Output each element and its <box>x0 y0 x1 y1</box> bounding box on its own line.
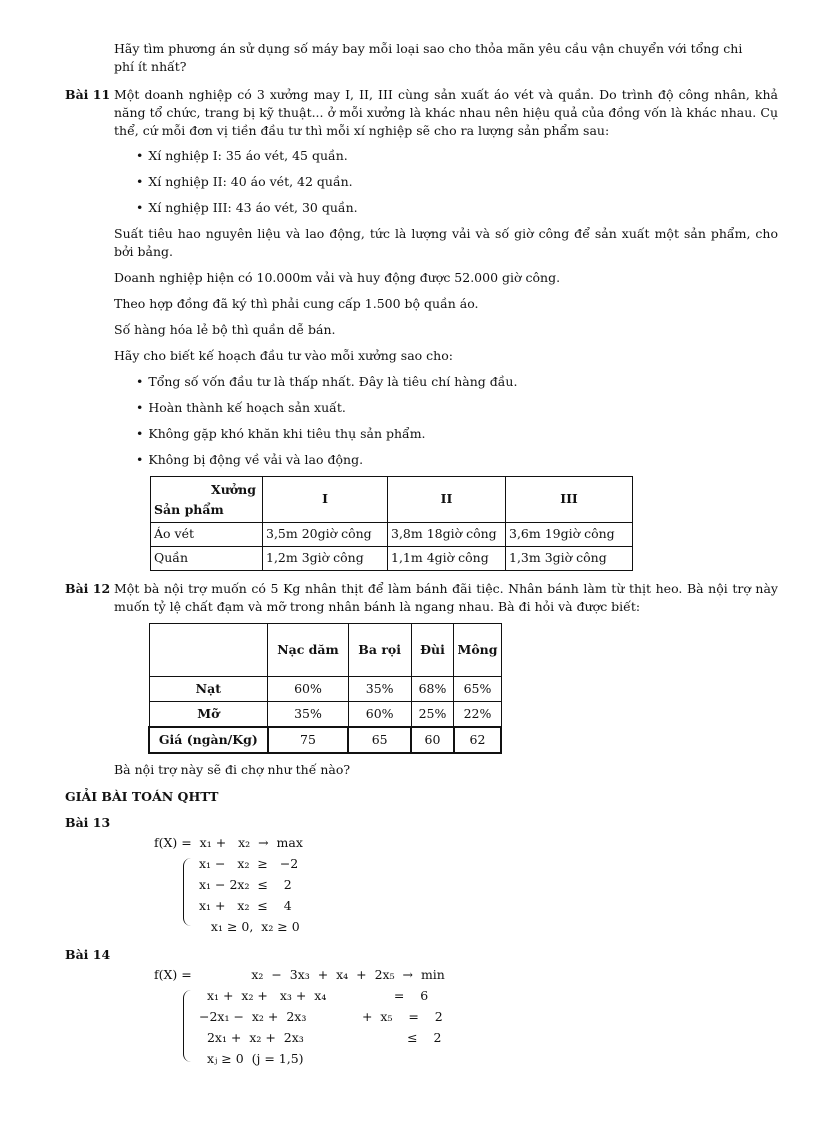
row-label: Quần <box>151 547 263 571</box>
row-label: Mỡ <box>149 702 268 728</box>
goal-item-1: • Tổng số vốn đầu tư là thấp nhất. Đây là tiêu chí hàng đầu. <box>136 373 517 391</box>
table-cell: 35% <box>348 677 411 702</box>
table-row <box>149 677 501 702</box>
table-cell: 22% <box>454 702 501 728</box>
table-cell: 60 <box>411 727 454 753</box>
table-row <box>151 523 633 547</box>
table-cell: 3,5m 20giờ công <box>263 523 388 547</box>
bai14-constraint-4: xⱼ ≥ 0 (j = 1,5) <box>199 1051 304 1066</box>
bai11-para-3: Theo hợp đồng đã ký thì phải cung cấp 1.500 bộ quần áo. <box>114 296 479 311</box>
bai11-label: Bài 11 <box>65 87 111 102</box>
table-cell: 3,6m 19giờ công <box>506 523 633 547</box>
bai13-brace <box>183 858 192 926</box>
table-cell: 25% <box>411 702 454 728</box>
table-row <box>151 547 633 571</box>
table-corner-cell <box>149 624 268 677</box>
header-ii: II <box>388 477 506 523</box>
bai14-constraint-3: 2x₁ + x₂ + 2x₃ ≤ 2 <box>199 1030 442 1045</box>
factory-item-2: • Xí nghiệp II: 40 áo vét, 42 quần. <box>136 173 353 191</box>
bai14-constraint-1: x₁ + x₂ + x₃ + x₄ = 6 <box>199 988 429 1003</box>
bai13-label: Bài 13 <box>65 815 111 830</box>
header-iii: III <box>506 477 633 523</box>
table-cell: 65 <box>348 727 411 753</box>
header-ba-roi: Ba rọi <box>348 624 411 677</box>
intro-line-2: phí ít nhất? <box>114 59 187 74</box>
factory-item-1: • Xí nghiệp I: 35 áo vét, 45 quần. <box>136 147 348 165</box>
table-cell: 60% <box>348 702 411 728</box>
goal-item-2: • Hoàn thành kế hoạch sản xuất. <box>136 399 346 417</box>
header-i: I <box>263 477 388 523</box>
bai14-label: Bài 14 <box>65 947 111 962</box>
meat-table <box>148 623 502 754</box>
table-cell: 62 <box>454 727 501 753</box>
table-corner-cell <box>151 477 263 523</box>
bai12-text: Một bà nội trợ muốn có 5 Kg nhân thịt để làm bánh đãi tiệc. Nhân bánh làm từ thịt heo. Bà nội trợ này muốn tỷ lệ chất đạm và mỡ trong nhân bánh là ngang nhau. Bà đi hỏi và được biết: <box>114 581 778 615</box>
goal-item-4: • Không bị động về vải và lao động. <box>136 451 363 469</box>
bai12-question: Bà nội trợ này sẽ đi chợ như thế nào? <box>114 762 351 777</box>
bai11-para-5: Hãy cho biết kế hoạch đầu tư vào mỗi xưởng sao cho: <box>114 348 453 363</box>
section-title: GIẢI BÀI TOÁN QHTT <box>65 789 219 804</box>
row-label: Áo vét <box>151 523 263 547</box>
table-cell: 35% <box>268 702 349 728</box>
table-cell: 75 <box>268 727 349 753</box>
bai11-para-4: Số hàng hóa lẻ bộ thì quần dễ bán. <box>114 322 336 337</box>
header-nac-dam: Nạc dăm <box>268 624 349 677</box>
table-cell: 3,8m 18giờ công <box>388 523 506 547</box>
bai11-para-2: Doanh nghiệp hiện có 10.000m vải và huy động được 52.000 giờ công. <box>114 270 561 285</box>
bai14-constraint-2: −2x₁ − x₂ + 2x₃ + x₅ = 2 <box>199 1009 443 1024</box>
table-cell: 1,1m 4giờ công <box>388 547 506 571</box>
header-mong: Mông <box>454 624 501 677</box>
header-dui: Đùi <box>411 624 454 677</box>
table-cell: 1,3m 3giờ công <box>506 547 633 571</box>
corner-bottom-label: Sản phẩm <box>154 501 224 517</box>
corner-top-label: Xưởng <box>211 482 256 497</box>
bai13-constraint-3: x₁ + x₂ ≤ 4 <box>199 898 292 913</box>
table-cell: 60% <box>268 677 349 702</box>
table-row <box>149 702 501 728</box>
bai13-objective: f(X) = x₁ + x₂ → max <box>154 835 303 850</box>
table-cell: 65% <box>454 677 501 702</box>
bai11-text: Một doanh nghiệp có 3 xưởng may I, II, III cùng sản xuất áo vét và quần. Do trình độ công nhân, khả năng tổ chức, trang bị kỹ thuật... ở mỗi xưởng là khác nhau nên hiệu quả của đồng vốn là khác nhau. Cụ thể, cứ mỗi đơn vị tiền đầu tư thì mỗi xí nghiệp sẽ cho ra lượng sản phẩm sau: <box>114 87 778 139</box>
bai13-constraint-1: x₁ − x₂ ≥ −2 <box>199 856 299 871</box>
row-label: Nạt <box>149 677 268 702</box>
table-cell: 1,2m 3giờ công <box>263 547 388 571</box>
row-label: Giá (ngàn/Kg) <box>149 727 268 753</box>
table-row <box>149 727 501 753</box>
factory-item-3: • Xí nghiệp III: 43 áo vét, 30 quần. <box>136 199 358 217</box>
bai12-label: Bài 12 <box>65 581 111 596</box>
factory-table <box>150 476 633 571</box>
intro-line-1: Hãy tìm phương án sử dụng số máy bay mỗi loại sao cho thỏa mãn yêu cầu vận chuyển với tổng chi <box>114 41 743 56</box>
table-cell: 68% <box>411 677 454 702</box>
bai13-constraint-4: x₁ ≥ 0, x₂ ≥ 0 <box>199 919 300 934</box>
goal-item-3: • Không gặp khó khăn khi tiêu thụ sản phẩm. <box>136 425 426 443</box>
bai14-objective: f(X) = x₂ − 3x₃ + x₄ + 2x₅ → min <box>154 967 445 982</box>
bai11-para-1: Suất tiêu hao nguyên liệu và lao động, tức là lượng vải và số giờ công để sản xuất một sản phẩm, cho bởi bảng. <box>114 226 778 260</box>
bai13-constraint-2: x₁ − 2x₂ ≤ 2 <box>199 877 292 892</box>
bai14-brace <box>183 990 192 1062</box>
